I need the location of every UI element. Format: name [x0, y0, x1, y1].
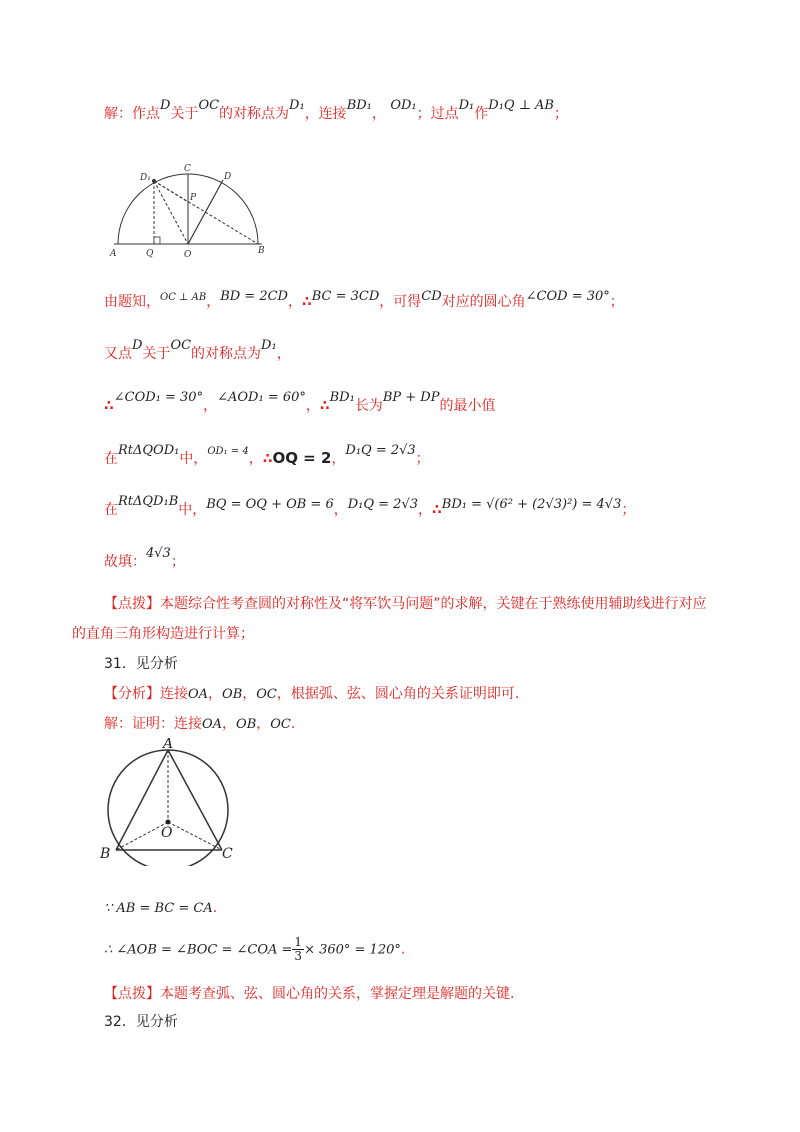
label-d: D [224, 172, 232, 182]
label-d1: D₁ [140, 173, 151, 183]
solution-line-1: 解：作点D关于OC的对称点为D₁，连接BD₁， OD₁；过点D₁作D₁Q ⊥ AB； [104, 98, 568, 122]
fraction-one-third: $\frac{1}{3}$ [294, 935, 303, 963]
proof-31: 解：证明：连接OA，OB，OC. [104, 716, 296, 732]
circle-triangle-figure [96, 738, 246, 866]
solution-line-2: 由题知，$^{OC \perp AB}$，BD = 2CD，∴BC = 3CD，可得CD对应的圆心角∠COD = 30°； [104, 289, 624, 310]
label-c: C [184, 164, 191, 174]
solution-line-4: ∴∠COD₁ = 30°，∠AOD₁ = 60°，∴BD₁长为BP + DP的最小值 [104, 390, 496, 414]
label-c: C [222, 846, 233, 862]
hint-note-31: 【点拨】本题考查弧、弦、圆心角的关系，掌握定理是解题的关键. [104, 986, 515, 1002]
solution-line-5: 在RtΔQOD₁中，$^{OD_1 = 4}$，∴OQ = 2，D₁Q = 2√3； [104, 443, 430, 467]
label-o: O [184, 250, 192, 260]
equation-1: ∵ AB = BC = CA. [104, 900, 218, 916]
question-32-header: 32．见分析 [104, 1014, 178, 1030]
label-q: Q [146, 249, 154, 259]
solution-line-3: 又点D关于OC的对称点为D₁， [104, 338, 291, 362]
semicircle-figure [108, 160, 268, 262]
label-b: B [100, 846, 111, 862]
label-b: B [258, 246, 265, 256]
question-31-header: 31．见分析 [104, 656, 178, 672]
label-a: A [110, 249, 117, 259]
hint-note-30-cont: 的直角三角形构造进行计算； [72, 626, 254, 642]
analysis-31: 【分析】连接OA，OB，OC，根据弧、弦、圆心角的关系证明即可. [104, 686, 520, 702]
hint-tag: 【点拨】 [104, 596, 160, 612]
label-o: O [161, 825, 173, 841]
label-p: P [190, 193, 197, 203]
solution-line-6: 在RtΔQD₁B中，BQ = OQ + OB = 6，D₁Q = 2√3，∴BD₁ = √(6² + (2√3)²) = 4√3； [104, 494, 636, 518]
solution-line-7: 故填：4√3； [104, 546, 185, 570]
label-a: A [163, 738, 174, 752]
equation-2: ∴ ∠AOB = ∠BOC = ∠COA = $\frac{1}{3}$ × 360° = 120°. [104, 935, 406, 963]
hint-note-30: 【点拨】本题综合性考查圆的对称性及“将军饮马问题”的求解，关键在于熟练使用辅助线进行对应 [104, 596, 707, 612]
hint-tag: 【点拨】 [104, 986, 160, 1002]
